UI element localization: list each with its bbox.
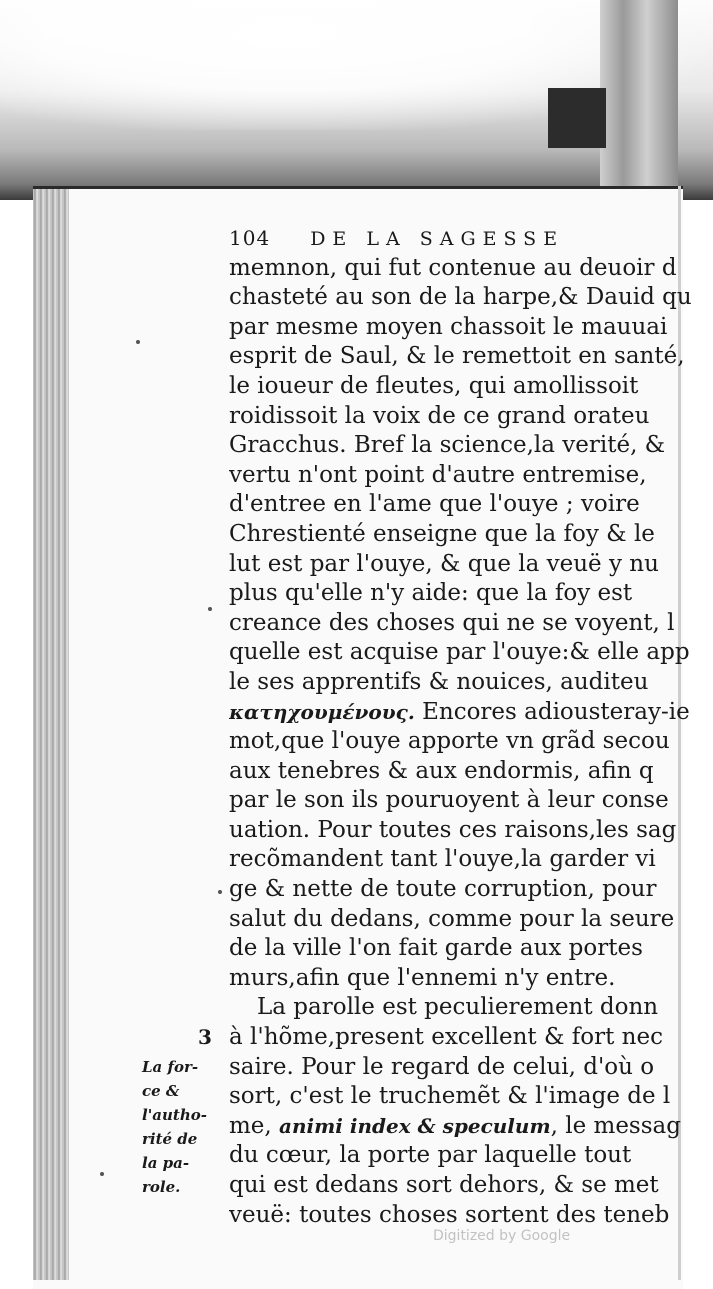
greek-word: κατηχουμένους. (229, 699, 415, 724)
speck (136, 340, 140, 344)
page-number: 104 (229, 226, 271, 250)
text-line: le ses apprentifs & nouices, auditeu (229, 668, 649, 695)
speck (100, 1172, 104, 1176)
text-line: mot,que l'ouye apporte vn grãd secou (229, 728, 670, 755)
page-edges (33, 189, 69, 1280)
text-line: quelle est acquise par l'ouye:& elle app (229, 639, 690, 666)
text-line: chasteté au son de la harpe,& Dauid qu (229, 284, 692, 311)
text-line: ge & nette de toute corruption, pour (229, 876, 657, 903)
background-shadow (548, 88, 606, 148)
text-line: de la ville l'on fait garde aux portes (229, 935, 643, 962)
watermark: Digitized by Google (433, 1228, 571, 1244)
greek-line-rest: Encores adiousteray-ie (414, 698, 690, 725)
text-line: qui est dedans sort dehors, & se met (229, 1172, 659, 1198)
latin-phrase: animi index & speculum (279, 1113, 551, 1138)
marginal-line: ce & (142, 1082, 180, 1100)
text-line: La parolle est peculierement donn (257, 994, 659, 1021)
page-text (229, 224, 699, 1230)
line-start: me, (229, 1112, 280, 1139)
text-line: vertu n'ont point d'autre entremise, (229, 461, 647, 488)
text-line: d'entree en l'ame que l'ouye ; voire (229, 491, 640, 518)
text-line: par le son ils pouruoyent à leur conse (229, 787, 669, 814)
marginal-line: rité de (142, 1130, 198, 1148)
text-line: creance des choses qui ne se voyent, l (229, 609, 675, 636)
text-line: recõmandent tant l'ouye,la garder vi (229, 846, 656, 873)
speck (208, 607, 212, 611)
background-object (600, 0, 678, 200)
text-line: veuë: toutes choses sortent des teneb (229, 1201, 670, 1228)
text-line: plus qu'elle n'y aide: que la foy est (229, 580, 633, 607)
marginal-note (142, 1055, 222, 1199)
text-line: murs,afin que l'ennemi n'y entre. (229, 964, 616, 991)
text-line: saire. Pour le regard de celui, d'où o (229, 1053, 655, 1080)
text-line: le ioueur de fleutes, qui amollissoit (229, 372, 639, 399)
text-line: uation. Pour toutes ces raisons,les sag (229, 816, 677, 843)
speck (218, 890, 222, 894)
running-header (229, 224, 699, 254)
text-line: memnon, qui fut contenue au deuoir d (229, 254, 677, 281)
text-line: roidissoit la voix de ce grand orateu (229, 402, 650, 429)
marginal-line: la pa- (142, 1154, 190, 1172)
text-line: sort, c'est le truchemẽt & l'image de l (229, 1083, 671, 1110)
text-line: salut du dedans, comme pour la seure (229, 905, 675, 932)
italic-text-line (229, 1112, 699, 1142)
section-number: 3 (198, 1025, 212, 1049)
line-end: , le messag (550, 1112, 681, 1139)
greek-text-line (229, 698, 699, 728)
text-line: Chrestienté enseigne que la foy & le (229, 520, 655, 547)
marginal-line: l'autho- (142, 1106, 207, 1124)
text-line: Gracchus. Bref la science,la verité, & (229, 432, 666, 459)
text-line: par mesme moyen chassoit le mauuai (229, 313, 668, 340)
text-line: à l'hõme,present excellent & fort nec (229, 1024, 663, 1051)
text-line: lut est par l'ouye, & que la veuë y nu (229, 550, 659, 577)
marginal-line: La for- (142, 1058, 199, 1076)
text-line: du cœur, la porte par laquelle tout (229, 1142, 632, 1169)
running-title: DE LA SAGESSE (310, 228, 565, 250)
marginal-line: role. (142, 1178, 181, 1196)
text-line: esprit de Saul, & le remettoit en santé, (229, 343, 685, 370)
text-line: aux tenebres & aux endormis, afin q (229, 757, 654, 784)
